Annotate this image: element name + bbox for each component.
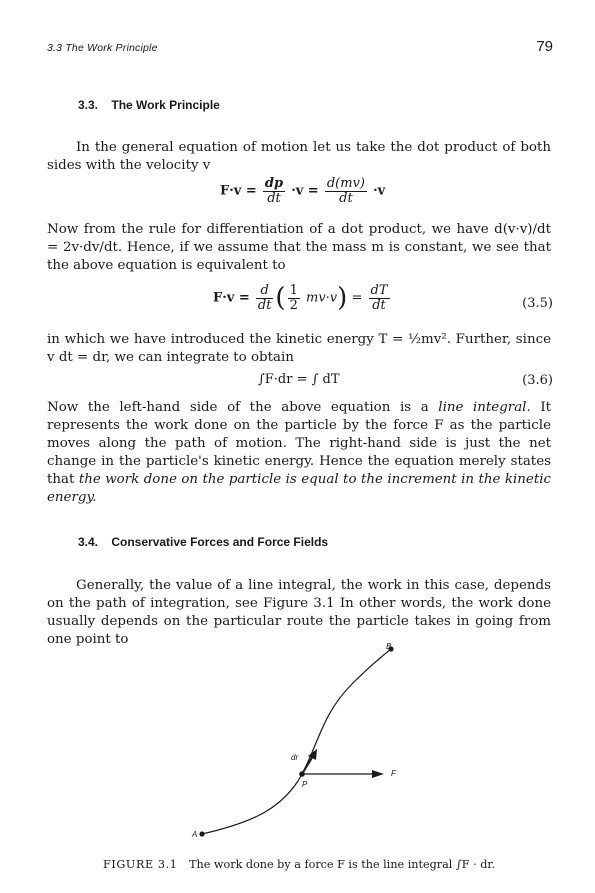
paragraph-emphasis-conclusion: the work done on the particle is equal to the increment in the kinetic energy. (47, 472, 551, 505)
label-a: A (192, 830, 198, 839)
section-heading-3-4 (78, 535, 328, 549)
left-paren: ( (275, 283, 286, 313)
label-dr: dr (291, 753, 299, 762)
paragraph-3 (47, 331, 551, 367)
eq-lhs: F·v = (213, 290, 250, 306)
paragraph-2 (47, 221, 551, 275)
equation-3-5 (213, 283, 392, 313)
eq-rhs: ·v (373, 183, 386, 199)
paragraph-text: in which we have introduced the kinetic energy T = ½mv². Further, since v dt = dr, we can integrate to obtain (47, 332, 551, 365)
eq-lhs: F·v = (220, 183, 257, 199)
label-b: B (386, 642, 392, 651)
numerator: dp (264, 176, 284, 191)
force-arrowhead (372, 770, 384, 778)
paragraph-text-a: Now the left-hand side of the above equation is a (47, 400, 439, 415)
section-title: Conservative Forces and Force Fields (111, 535, 329, 549)
fraction-dT-dt (369, 284, 390, 312)
paragraph-text-c: It represents the work done on the particle by the force F as the particle moves along the path of motion. The right-hand side is just the net change in the particle's kinetic energy. Hence the equation merely states that (47, 400, 551, 487)
paragraph-text: Generally, the value of a line integral, the work in this case, depends on the path of integration, see Figure 3.1 In other words, the work done usually depends on the particular route the particle takes in going from one point to (47, 578, 551, 647)
denominator: dt (339, 190, 353, 206)
denominator: dt (257, 297, 272, 313)
numerator: d (256, 284, 274, 299)
denominator: dt (267, 190, 281, 206)
fraction-one-half (288, 284, 300, 312)
figure-3-1 (180, 638, 440, 848)
caption-text: The work done by a force F is the line integral ∫F · dr. (189, 858, 496, 871)
displacement-vector (302, 756, 313, 774)
section-number: 3.4. (78, 535, 99, 549)
label-f: F (391, 769, 396, 778)
eq-equals: = (351, 290, 363, 306)
running-head: 3.3 The Work Principle (47, 42, 158, 54)
equation-3-6: ∫F·dr = ∫ dT (258, 372, 340, 387)
eq-body: mv·v (306, 290, 338, 306)
equation-dot-product (220, 177, 385, 205)
work-path-diagram (180, 638, 440, 848)
right-paren: ) (337, 283, 348, 313)
paragraph-1 (47, 139, 551, 175)
numerator: dT (370, 282, 388, 298)
section-number: 3.3. (78, 98, 99, 112)
fraction-dmv-dt (325, 177, 367, 205)
equation-label-3-6: (3.6) (522, 373, 553, 388)
path-of-motion (202, 649, 391, 834)
section-title: The Work Principle (111, 98, 220, 112)
label-p: P (302, 780, 308, 789)
equation-label-3-5: (3.5) (522, 296, 553, 311)
denominator: 2 (289, 297, 298, 313)
paragraph-emphasis-line-integral: line integral. (438, 400, 531, 415)
denominator: dt (372, 297, 386, 313)
point-a-marker (199, 831, 204, 836)
figure-caption (103, 858, 495, 871)
eq-mid: ·v = (291, 183, 319, 199)
caption-tag: FIGURE 3.1 (103, 858, 178, 871)
page-number: 79 (536, 38, 553, 55)
paragraph-text: In the general equation of motion let us take the dot product of both sides with the velocity v (47, 140, 551, 173)
fraction-dp-dt (263, 177, 285, 205)
paragraph-text: Now from the rule for differentiation of a dot product, we have d(v·v)/dt = 2v·dv/dt. Hence, if we assume that the mass m is constant, we see that the above equation is equivalent to (47, 222, 551, 273)
section-heading-3-3 (78, 98, 220, 112)
numerator: d(mv) (326, 176, 365, 191)
numerator: 1 (289, 282, 298, 298)
paragraph-4 (47, 399, 551, 507)
fraction-d-dt (256, 284, 274, 312)
